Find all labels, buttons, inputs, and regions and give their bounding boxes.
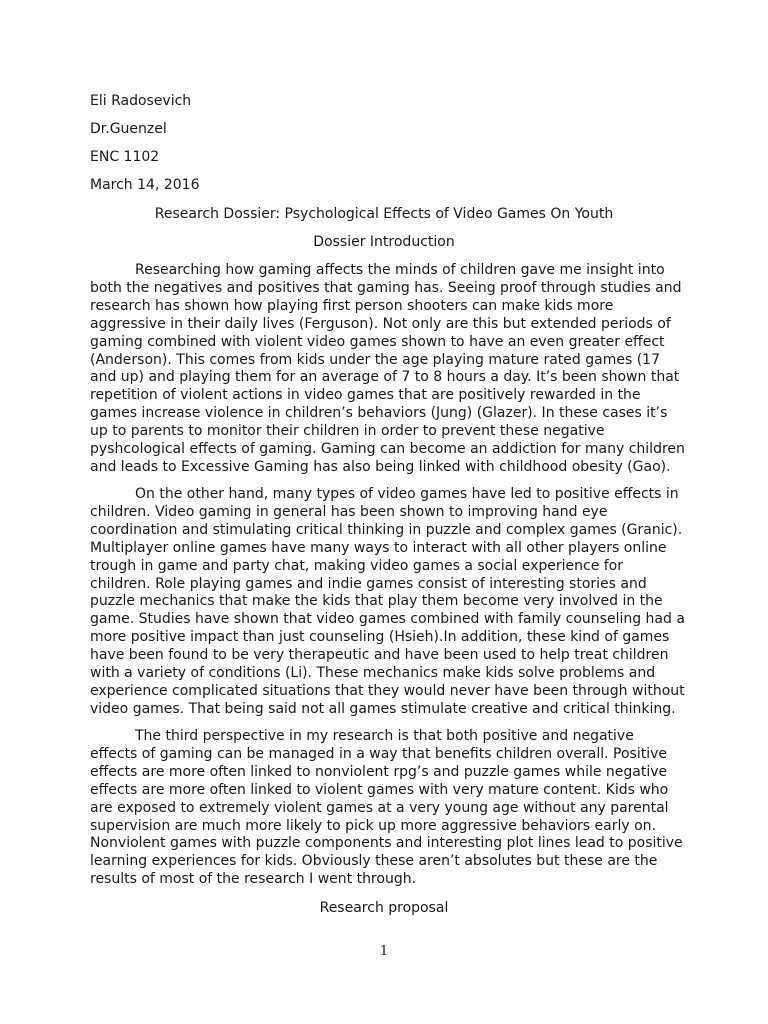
paragraph-line: puzzle mechanics that make the kids that play them become very involved in the: [90, 593, 663, 610]
paragraph-line: and up) and playing them for an average of 7 to 8 hours a day. It’s been shown that: [90, 369, 680, 386]
paragraph-line: experience complicated situations that they would never have been through without: [90, 682, 685, 699]
paragraph-line: coordination and stimulating critical thinking in puzzle and complex games (Granic).: [90, 521, 683, 538]
paragraph-line: learning experiences for kids. Obviously these aren’t absolutes but these are the: [90, 853, 658, 870]
paragraph-line: On the other hand, many types of video games have led to positive effects in: [135, 486, 679, 502]
paragraph-line: Nonviolent games with puzzle components and interesting plot lines lead to positive: [90, 835, 683, 852]
paragraph-positive-effects: [90, 486, 685, 719]
author-name: Eli Radosevich: [90, 93, 192, 109]
paragraph-line: and leads to Excessive Gaming has also being linked with childhood obesity (Gao).: [90, 458, 671, 475]
paragraph-line: gaming combined with violent video games shown to have an even greater effect: [90, 333, 665, 350]
paragraph-line: aggressive in their daily lives (Ferguson). Not only are this but extended periods of: [90, 315, 671, 332]
paragraph-line: are exposed to extremely violent games at a very young age without any parental: [90, 799, 669, 816]
paragraph-line: (Anderson). This comes from kids under the age playing mature rated games (17: [90, 351, 660, 368]
paragraph-line: trough in game and party chat, making video games a social experience for: [90, 557, 624, 574]
paragraph-line: games increase violence in children’s behaviors (Jung) (Glazer). In these cases it’s: [90, 405, 668, 422]
paragraph-line: effects are more often linked to violent games with very mature content. Kids who: [90, 781, 669, 798]
document-title: Research Dossier: Psychological Effects of Video Games On Youth: [154, 206, 614, 222]
document-date: March 14, 2016: [90, 177, 200, 193]
course-code: ENC 1102: [90, 149, 160, 165]
paragraph-line: up to parents to monitor their children in order to prevent these negative: [90, 423, 605, 440]
paragraph-third-perspective: [90, 728, 683, 889]
paragraph-line: effects are more often linked to nonviolent rpg’s and puzzle games while negative: [90, 763, 668, 780]
research-proposal-heading: Research proposal: [319, 900, 449, 916]
paragraph-line: supervision are much more likely to pick up more aggressive behaviors early on.: [90, 817, 656, 834]
paragraph-line: Multiplayer online games have many ways to interact with all other players online: [90, 539, 667, 556]
paragraph-line: repetition of violent actions in video games that are positively rewarded in the: [90, 387, 641, 404]
paragraph-line: The third perspective in my research is that both positive and negative: [135, 728, 634, 744]
paragraph-line: with a variety of conditions (Li). These mechanics make kids solve problems and: [90, 665, 656, 682]
paragraph-line: results of most of the research I went through.: [90, 871, 417, 888]
paragraph-line: children. Video gaming in general has been shown to improving hand eye: [90, 503, 608, 520]
paragraph-line: game. Studies have shown that video games combined with family counseling had a: [90, 611, 685, 628]
instructor-name: Dr.Guenzel: [90, 121, 167, 137]
paragraph-line: have been found to be very therapeutic and have been used to help treat children: [90, 647, 669, 664]
paragraph-line: effects of gaming can be managed in a way that benefits children overall. Positive: [90, 745, 668, 762]
section-heading: Dossier Introduction: [313, 234, 455, 250]
paragraph-line: research has shown how playing first person shooters can make kids more: [90, 297, 614, 314]
paragraph-line: Researching how gaming affects the minds of children gave me insight into: [135, 262, 665, 278]
paragraph-line: children. Role playing games and indie games consist of interesting stories and: [90, 575, 647, 592]
paragraph-line: pyshcological effects of gaming. Gaming can become an addiction for many children: [90, 441, 685, 458]
paragraph-intro: [90, 262, 685, 477]
paragraph-line: more positive impact than just counseling (Hsieh).In addition, these kind of games: [90, 629, 670, 646]
paragraph-line: both the negatives and positives that gaming has. Seeing proof through studies and: [90, 279, 682, 296]
paragraph-line: video games. That being said not all games stimulate creative and critical thinking.: [90, 700, 676, 717]
page-number: 1: [379, 944, 389, 959]
